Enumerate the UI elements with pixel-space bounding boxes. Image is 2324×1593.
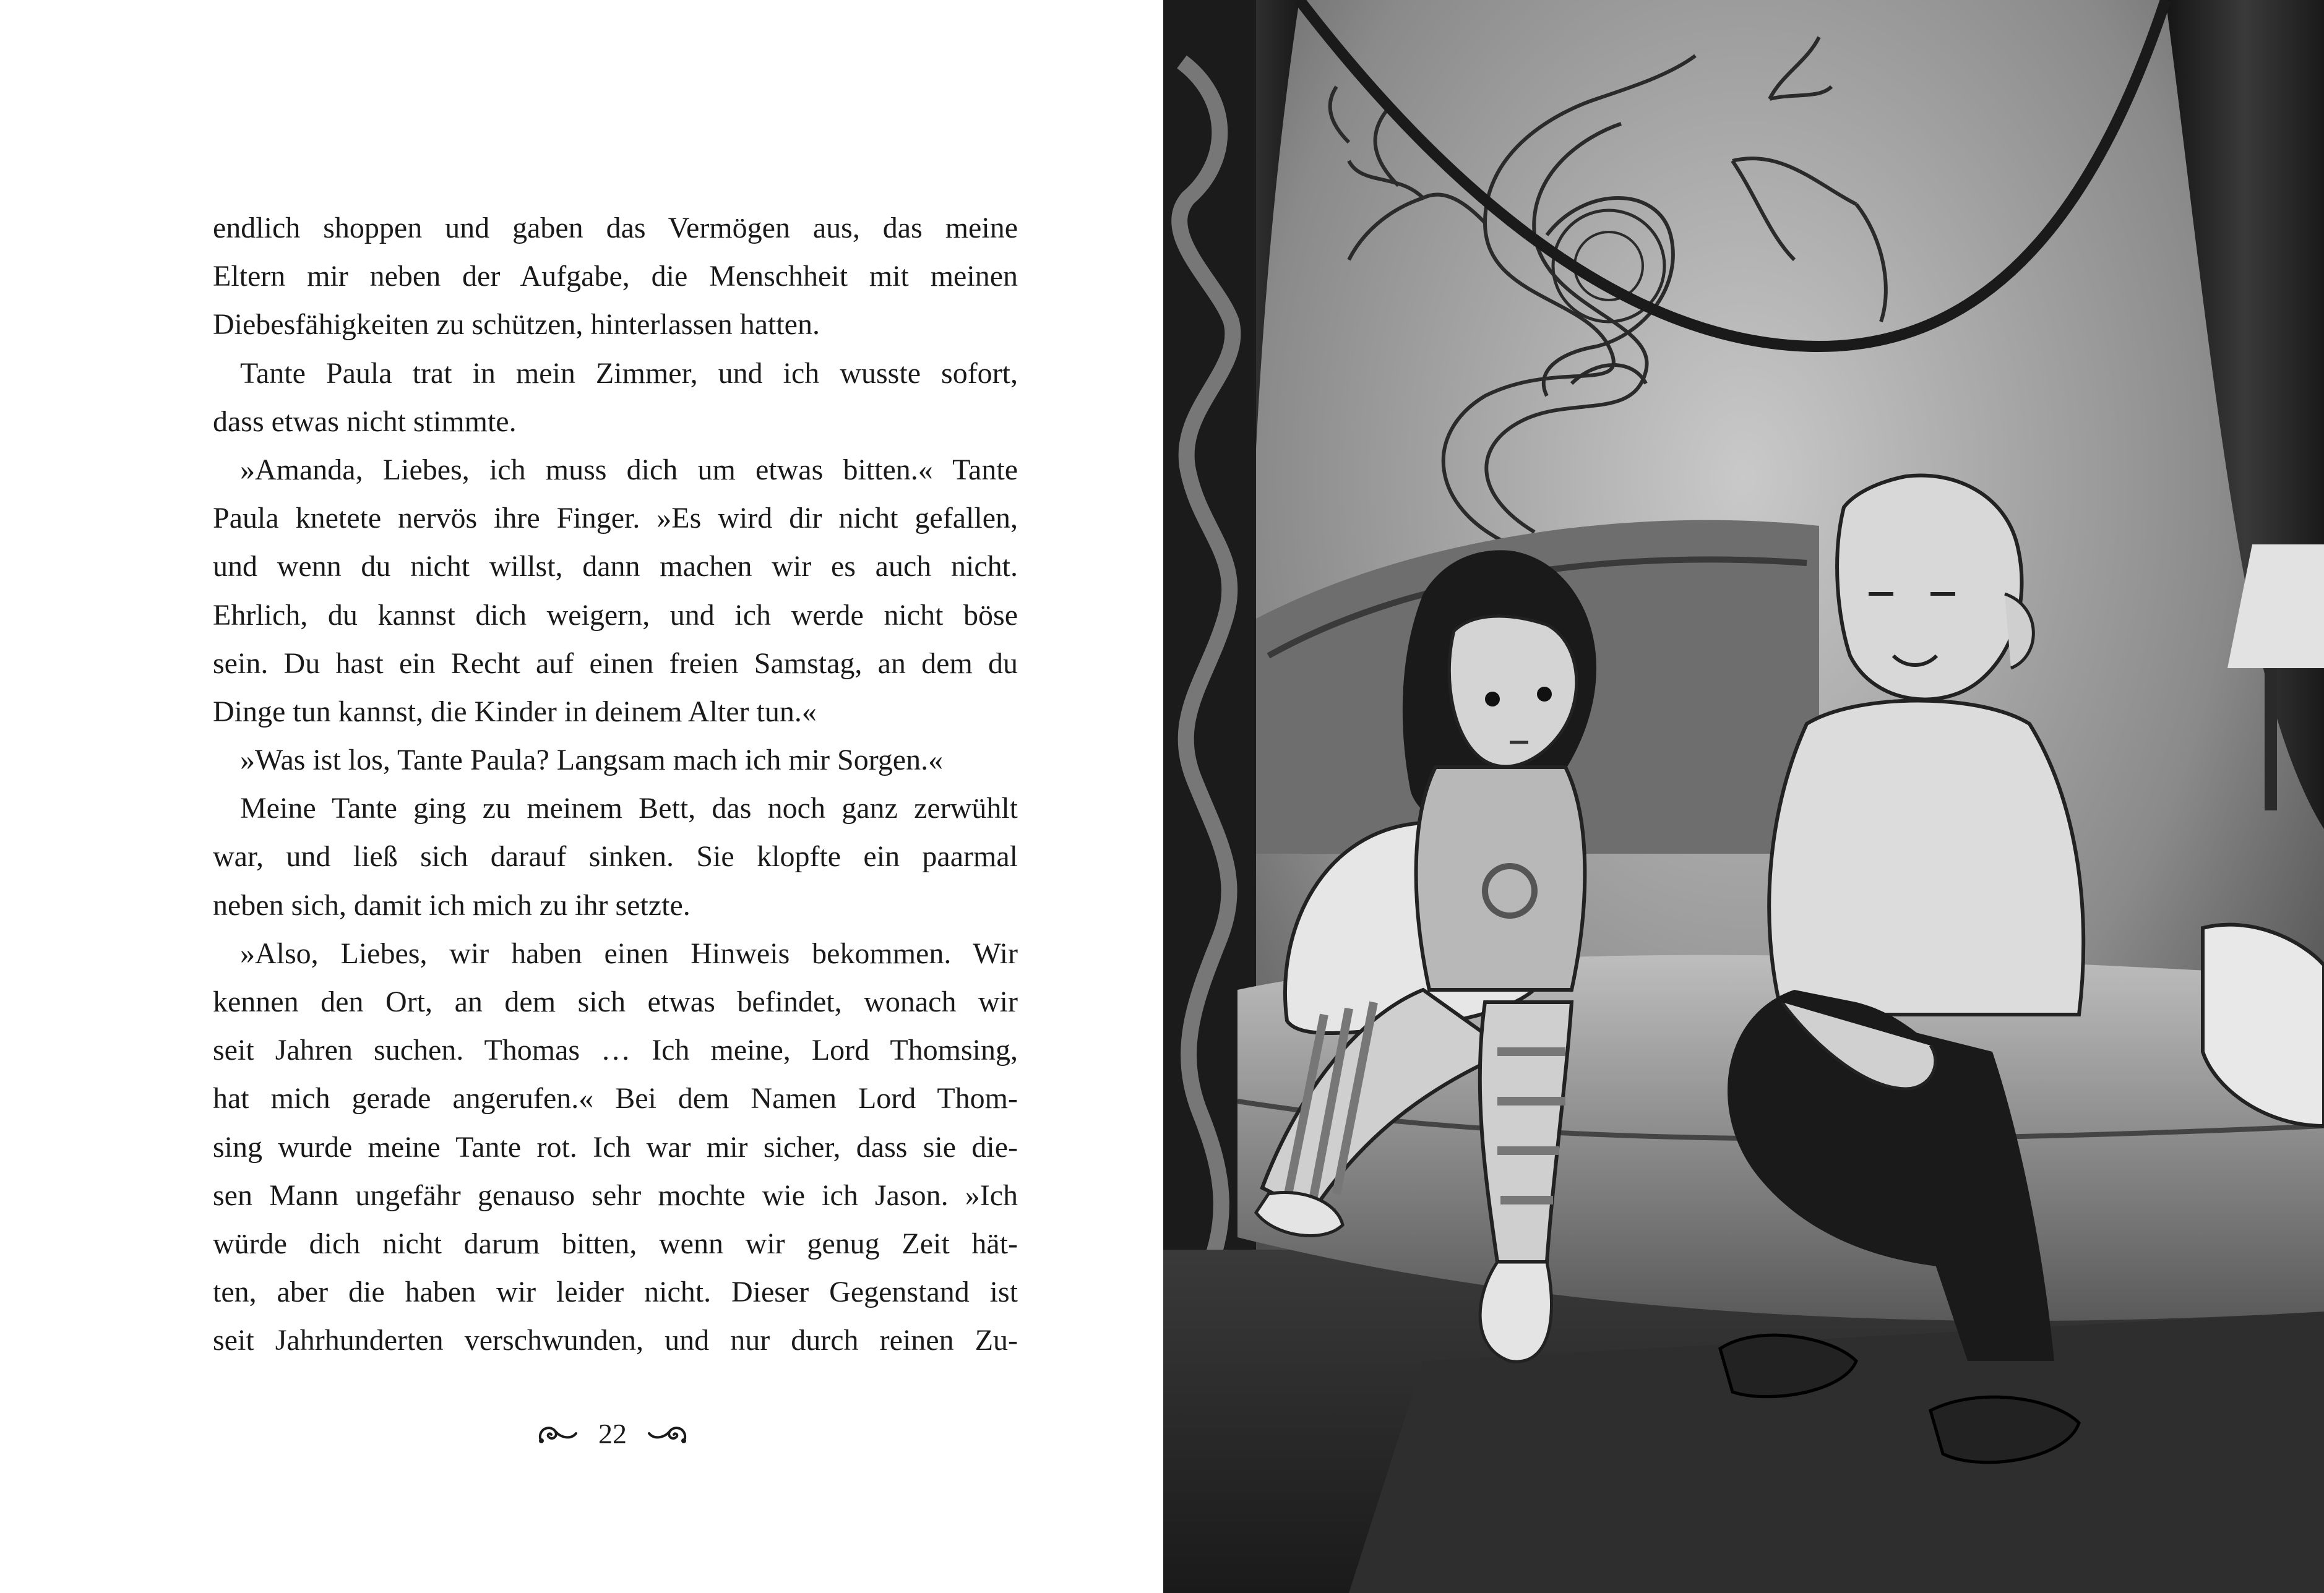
- page-number: 22: [598, 1417, 627, 1449]
- text-line: »Was ist los, Tante Paula? Langsam mach ich mir Sorgen.«: [240, 744, 944, 777]
- text-line: sen Mann ungefähr genauso sehr mochte wie ich Jason. »Ich: [213, 1179, 1018, 1212]
- text-line: Paula knetete nervös ihre Finger. »Es wird dir nicht gefallen,: [213, 502, 1018, 535]
- text-line: sein. Du hast ein Recht auf einen freien Samstag, an dem du: [213, 646, 1018, 680]
- text-line: sing wurde meine Tante rot. Ich war mir sicher, dass sie die-: [213, 1130, 1018, 1164]
- text-line: war, und ließ sich darauf sinken. Sie klopfte ein paarmal: [213, 840, 1018, 874]
- text-line: Ehrlich, du kannst dich weigern, und ich werde nicht böse: [213, 598, 1018, 632]
- text-line: würde dich nicht darum bitten, wenn wir genug Zeit hät-: [213, 1227, 1018, 1260]
- text-line: und wenn du nicht willst, dann machen wir es auch nicht.: [213, 550, 1018, 583]
- bedroom-scene-illustration: [1163, 0, 2324, 1593]
- illustration: [1163, 0, 2324, 1593]
- text-line: Meine Tante ging zu meinem Bett, das noch ganz zerwühlt: [240, 792, 1018, 825]
- text-line: »Amanda, Liebes, ich muss dich um etwas bitten.« Tante: [240, 453, 1018, 486]
- text-line: seit Jahrhunderten verschwunden, und nur durch reinen Zu-: [213, 1324, 1018, 1357]
- text-line: Diebesfähigkeiten zu schützen, hinterlassen hatten.: [213, 308, 820, 341]
- text-line: Dinge tun kannst, die Kinder in deinem Alter tun.«: [213, 695, 817, 728]
- page-footer: [520, 1412, 705, 1455]
- text-line: hat mich gerade angerufen.« Bei dem Namen Lord Thom-: [213, 1082, 1018, 1115]
- text-line: »Also, Liebes, wir haben einen Hinweis bekommen. Wir: [240, 937, 1018, 970]
- text-line: Eltern mir neben der Aufgabe, die Menschheit mit meinen: [213, 260, 1018, 293]
- body-text: [213, 204, 1018, 1365]
- swirl-ornament-icon: [536, 1420, 580, 1447]
- text-line: endlich shoppen und gaben das Vermögen aus, das meine: [213, 212, 1018, 244]
- text-line: dass etwas nicht stimmte.: [213, 405, 517, 438]
- swirl-ornament-icon: [645, 1420, 689, 1447]
- text-line: seit Jahren suchen. Thomas … Ich meine, Lord Thomsing,: [213, 1034, 1018, 1067]
- text-line: kennen den Ort, an dem sich etwas befindet, wonach wir: [213, 985, 1018, 1018]
- text-line: neben sich, damit ich mich zu ihr setzte.: [213, 888, 691, 922]
- text-line: Tante Paula trat in mein Zimmer, und ich wusste sofort,: [240, 356, 1018, 390]
- text-line: ten, aber die haben wir leider nicht. Dieser Gegenstand ist: [213, 1276, 1018, 1309]
